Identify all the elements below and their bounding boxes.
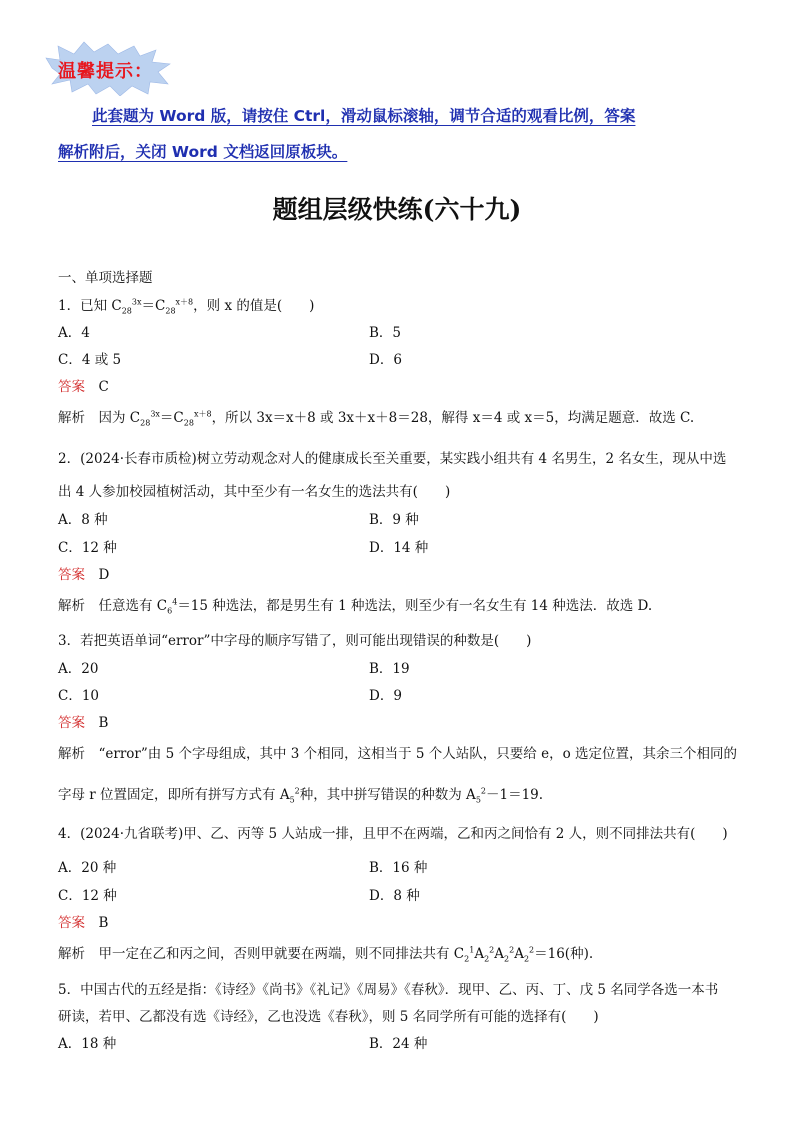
question-3-option-d: D．9 [369,688,402,704]
question-2-option-d: D．14 种 [369,540,429,556]
question-4-analysis: 解析 甲一定在乙和丙之间，否则甲就要在两端，则不同排法共有 $C_2^1A_2^2A_2^2A_2^2=16$(种). [58,945,594,964]
question-2-option-a: A．8 种 [58,512,108,528]
question-1-option-b: B．5 [369,325,402,341]
question-4-stem: 4．(2024·九省联考)甲、乙、丙等 5 人站成一排，且甲不在两端，乙和丙之间恰有 2 人，则不同排法共有( ) [58,826,728,842]
answer-label: 答案 [58,915,85,931]
question-5-stem-line-1: 5．中国古代的五经是指：《诗经》《尚书》《礼记》《周易》《春秋》．现甲、乙、丙、丁、戊 5 名同学各选一本书 [58,982,719,998]
analysis-label: 解析 [58,598,85,614]
question-5-option-b: B．24 种 [369,1036,428,1052]
section-heading: 一、单项选择题 [58,270,153,286]
question-3-option-c: C．10 [58,688,100,704]
question-2-stem-line-1: 2．(2024·长春市质检)树立劳动观念对人的健康成长至关重要，某实践小组共有 4 名男生，2 名女生，现从中选 [58,451,727,467]
notice-line-1: 此套题为 Word 版，请按住 Ctrl，滑动鼠标滚轴，调节合适的观看比例，答案 [92,107,636,125]
question-3-option-b: B．19 [369,661,410,677]
question-3-stem: 3．若把英语单词“error”中字母的顺序写错了，则可能出现错误的种数是( ) [58,633,532,649]
tip-label: 温馨提示： [58,61,153,82]
answer-label: 答案 [58,379,85,395]
answer-label: 答案 [58,715,85,731]
answer-label: 答案 [58,567,85,583]
notice-line-2: 解析附后，关闭 Word 文档返回原板块。 [58,143,348,161]
question-2-answer: 答案 D [58,567,110,583]
notice-text [58,98,740,170]
question-3-answer: 答案 B [58,715,109,731]
question-3-option-a: A．20 [58,661,99,677]
tip-badge [44,40,172,96]
question-4-option-a: A．20 种 [58,860,117,876]
question-1-stem: 1．已知 $C_{28}^{3x}=C_{28}^{x+8}$，则 x 的值是( ) [58,297,315,316]
question-4-option-b: B．16 种 [369,860,428,876]
analysis-label: 解析 [58,410,85,426]
question-2-option-b: B．9 种 [369,512,419,528]
analysis-label: 解析 [58,746,85,762]
question-4-option-c: C．12 种 [58,888,117,904]
question-2-analysis: 解析 任意选有 $C_6^4=15$ 种选法，都是男生有 1 种选法，则至少有一名女生有 14 种选法．故选 D. [58,597,653,616]
question-5-option-a: A．18 种 [58,1036,117,1052]
page-title: 题组层级快练(六十九) [272,195,522,224]
question-5-stem-line-2: 研读，若甲、乙都没有选《诗经》，乙也没选《春秋》，则 5 名同学所有可能的选择有( ) [58,1009,599,1025]
question-1-answer: 答案 C [58,379,109,395]
question-1-option-c: C．4 或 5 [58,352,122,368]
question-4-option-d: D．8 种 [369,888,420,904]
question-1-analysis: 解析 因为 $C_{28}^{3x}=C_{28}^{x+8}$，所以 3x＝x＋8 或 3x＋x＋8＝28，解得 x＝4 或 x＝5，均满足题意．故选 C. [58,409,695,428]
question-1-option-a: A．4 [58,325,90,341]
question-1-option-d: D．6 [369,352,402,368]
question-2-option-c: C．12 种 [58,540,117,556]
analysis-label: 解析 [58,946,85,962]
question-4-answer: 答案 B [58,915,109,931]
question-3-analysis-line-2: 字母 r 位置固定，即所有拼写方式有 $A_5^2$种，其中拼写错误的种数为 $A_5^2-1=19$. [58,786,544,805]
question-3-analysis-line-1: 解析 “error”由 5 个字母组成，其中 3 个相同，这相当于 5 个人站队，只要给 e，o 选定位置，其余三个相同的 [58,746,737,762]
question-2-stem-line-2: 出 4 人参加校园植树活动，其中至少有一名女生的选法共有( ) [58,484,451,500]
